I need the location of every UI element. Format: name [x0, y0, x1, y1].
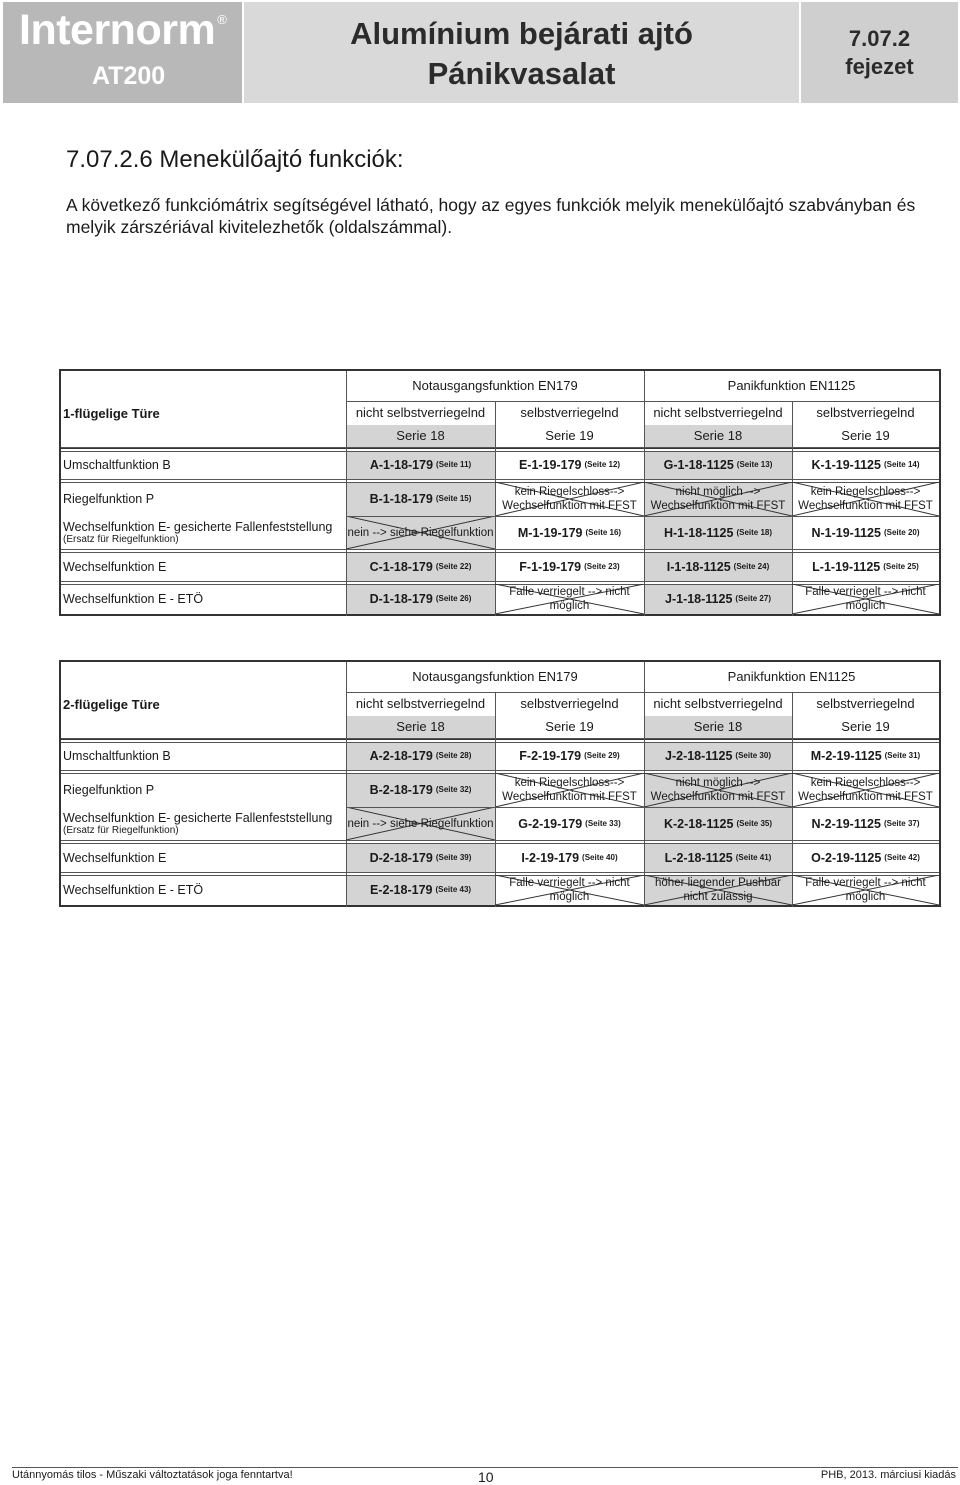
row-label: Wechselfunktion E- gesicherte Fallenfeststellung (Ersatz für Riegelfunktion) [63, 520, 333, 545]
row-rule [61, 447, 939, 448]
col-type-header: nicht selbstverriegelnd [653, 405, 783, 420]
page-ref: (Seite 18) [736, 527, 773, 537]
article-code-cell [495, 552, 644, 581]
not-available-note: höher liegender Pushbar nicht zulässig [655, 877, 781, 903]
article-code-cell [346, 843, 495, 872]
article-code: C-1-18-179 [369, 559, 433, 574]
col-type-header: selbstverriegelnd [520, 405, 619, 420]
article-code-cell [495, 451, 644, 479]
chapter-block [801, 2, 958, 103]
page-ref: (Seite 15) [435, 494, 472, 503]
not-available-cell [346, 516, 495, 549]
col-series-header: Serie 18 [396, 428, 445, 443]
article-code: O-2-19-1125 [811, 850, 882, 865]
not-available-note: kein Riegelschloss--> Wechselfunktion mit FFST [798, 486, 933, 512]
col-series-header: Serie 18 [693, 428, 743, 443]
not-available-cell [495, 773, 644, 807]
footer-copyright: Utánnyomás tilos - Műszaki változtatások joga fenntartva! [12, 1469, 293, 1481]
group-header-en179: Notausgangsfunktion EN179 [412, 669, 578, 684]
article-code: J-2-18-1125 [665, 749, 733, 763]
article-code-cell [346, 451, 495, 479]
article-code-cell [792, 552, 939, 581]
not-available-cell [792, 482, 939, 516]
page-ref: (Seite 22) [435, 561, 472, 571]
article-code: L-1-19-1125 [812, 559, 881, 574]
row-rule [61, 872, 939, 873]
row-rule [61, 738, 939, 739]
col-type-header: nicht selbstverriegelnd [355, 405, 486, 420]
article-code-cell [495, 516, 644, 549]
row-label: Wechselfunktion E [63, 850, 167, 865]
row-label: Umschaltfunktion B [63, 458, 171, 472]
page-ref: (Seite 28) [435, 751, 472, 760]
article-code: I-1-18-1125 [666, 559, 731, 574]
article-code: N-1-19-1125 [811, 525, 881, 540]
page-ref: (Seite 31) [884, 751, 921, 760]
article-code: H-1-18-1125 [663, 525, 734, 540]
article-code-cell [346, 552, 495, 581]
not-available-note: nicht möglich --> Wechselfunktion mit FFST [650, 777, 786, 803]
col-series-header: Serie 19 [841, 719, 890, 734]
page-ref: (Seite 14) [883, 460, 920, 469]
title-line-2: Pánikvasalat [427, 56, 616, 91]
row-rule [61, 840, 939, 841]
page-ref: (Seite 42) [884, 852, 920, 862]
article-code-cell [495, 807, 644, 840]
not-available-note: kein Riegelschloss--> Wechselfunktion mit FFST [502, 777, 637, 803]
article-code: M-1-19-179 [517, 525, 583, 540]
row-rule [61, 770, 939, 771]
intro-paragraph: A következő funkciómátrix segítségével látható, hogy az egyes funkciók melyik menekülőajtó szabványban és melyik zárszériával kivitelezhetők (oldalszámmal). [66, 195, 916, 237]
col-series-header: Serie 19 [545, 719, 594, 734]
col-series-header: Serie 19 [841, 428, 890, 443]
row-rule [61, 581, 939, 582]
chapter-word: fejezet [845, 54, 914, 79]
not-available-cell [346, 807, 495, 840]
row-rule [61, 479, 939, 480]
page-ref: (Seite 23) [584, 561, 620, 571]
page-ref: (Seite 43) [435, 885, 472, 894]
page-ref: (Seite 33) [585, 818, 621, 828]
row-rule [61, 549, 939, 550]
not-available-note: nein --> siehe Riegelfunktion [347, 817, 494, 830]
row-label: Umschaltfunktion B [63, 749, 171, 763]
article-code-cell [792, 742, 939, 770]
not-available-note: Falle verriegelt --> nicht möglich [805, 586, 926, 612]
row-label-note: (Ersatz für Riegelfunktion) [63, 825, 179, 836]
page-ref: (Seite 26) [435, 594, 472, 603]
brand-block [3, 2, 242, 103]
page-ref: (Seite 37) [883, 818, 920, 828]
page-ref: (Seite 30) [735, 751, 771, 760]
article-code-cell [644, 552, 792, 581]
article-code-cell [346, 773, 495, 807]
page-ref: (Seite 13) [736, 460, 773, 469]
not-available-note: Falle verriegelt --> nicht möglich [509, 586, 630, 612]
article-code: A-1-18-179 [369, 458, 434, 472]
not-available-note: kein Riegelschloss--> Wechselfunktion mit FFST [798, 777, 933, 803]
col-series-header: Serie 19 [545, 428, 594, 443]
group-header-en1125: Panikfunktion EN1125 [727, 378, 856, 393]
article-code-cell [792, 807, 939, 840]
article-code: E-1-19-179 [518, 458, 582, 472]
model-name: AT200 [92, 62, 166, 90]
page-number: 10 [478, 1469, 494, 1485]
page-ref: (Seite 16) [585, 527, 622, 537]
chapter-number: 7.07.2 [848, 26, 911, 51]
not-available-cell [495, 875, 644, 905]
page-ref: (Seite 41) [735, 852, 772, 862]
function-matrix-1-leaf [59, 369, 941, 616]
article-code-cell [644, 807, 792, 840]
article-code: M-2-19-1125 [810, 749, 882, 763]
document-title [244, 2, 799, 103]
article-code-cell [644, 516, 792, 549]
not-available-note: nein --> siehe Riegelfunktion [347, 526, 494, 539]
row-rule [346, 516, 939, 517]
page-ref: (Seite 39) [435, 852, 472, 862]
footer-edition: PHB, 2013. márciusi kiadás [820, 1469, 956, 1481]
row-label: Wechselfunktion E- gesicherte Fallenfeststellung (Ersatz für Riegelfunktion) [63, 811, 333, 836]
page-ref: (Seite 29) [584, 751, 620, 760]
col-type-header: selbstverriegelnd [816, 405, 915, 420]
not-available-cell [792, 773, 939, 807]
door-type-label: 1-flügelige Türe [63, 405, 160, 421]
article-code: L-2-18-1125 [664, 850, 733, 865]
page-ref: (Seite 24) [733, 561, 770, 571]
door-type-label: 2-flügelige Türe [63, 696, 160, 712]
row-label: Riegelfunktion P [63, 783, 155, 797]
col-type-header: nicht selbstverriegelnd [355, 696, 486, 711]
not-available-note: kein Riegelschloss--> Wechselfunktion mit FFST [502, 486, 637, 512]
page-ref: (Seite 27) [735, 594, 771, 603]
row-rule [346, 807, 939, 808]
article-code: A-2-18-179 [369, 749, 433, 763]
col-type-header: selbstverriegelnd [816, 696, 915, 711]
not-available-cell [792, 875, 939, 905]
row-label: Riegelfunktion P [63, 492, 155, 506]
page-ref: (Seite 40) [582, 852, 618, 862]
article-code-cell [495, 742, 644, 770]
article-code-cell [495, 843, 644, 872]
not-available-note: Falle verriegelt --> nicht möglich [509, 877, 630, 903]
row-label: Wechselfunktion E - ETÖ [63, 592, 204, 606]
article-code-cell [644, 843, 792, 872]
article-code-cell [792, 843, 939, 872]
row-label: Wechselfunktion E [63, 559, 167, 574]
article-code-cell [644, 584, 792, 614]
col-type-header: selbstverriegelnd [520, 696, 619, 711]
article-code-cell [644, 451, 792, 479]
article-code: F-2-19-179 [519, 749, 582, 763]
not-available-cell [495, 482, 644, 516]
article-code: B-1-18-179 [369, 492, 433, 506]
not-available-cell [644, 773, 792, 807]
page-ref: (Seite 35) [736, 818, 773, 828]
article-code: K-1-19-1125 [811, 458, 881, 472]
brand-logo: Internorm ® [19, 6, 227, 54]
not-available-note: nicht möglich --> Wechselfunktion mit FFST [650, 486, 786, 512]
function-matrix-2-leaf [59, 660, 941, 907]
group-header-en179: Notausgangsfunktion EN179 [412, 378, 578, 393]
article-code: I-2-19-179 [521, 850, 580, 865]
not-available-note: Falle verriegelt --> nicht möglich [805, 877, 926, 903]
not-available-cell [792, 584, 939, 614]
page-ref: (Seite 20) [883, 527, 920, 537]
page-ref: (Seite 11) [436, 460, 472, 469]
col-series-header: Serie 18 [396, 719, 445, 734]
article-code-cell [792, 451, 939, 479]
group-header-en1125: Panikfunktion EN1125 [727, 669, 856, 684]
page-ref: (Seite 32) [435, 785, 472, 794]
article-code: D-1-18-179 [369, 592, 433, 606]
article-code: N-2-19-1125 [811, 816, 881, 831]
article-code-cell [792, 516, 939, 549]
article-code: B-2-18-179 [369, 783, 433, 797]
row-label-note: (Ersatz für Riegelfunktion) [63, 534, 179, 545]
page-ref: (Seite 25) [883, 561, 919, 571]
article-code-cell [346, 584, 495, 614]
article-code-cell [346, 482, 495, 516]
article-code: J-1-18-1125 [665, 592, 733, 606]
article-code: F-1-19-179 [519, 559, 582, 574]
footer-rule [12, 1467, 958, 1468]
article-code-cell [346, 742, 495, 770]
article-code: E-2-18-179 [369, 883, 433, 897]
article-code: D-2-18-179 [369, 850, 433, 865]
not-available-cell [644, 482, 792, 516]
row-label: Wechselfunktion E - ETÖ [63, 883, 204, 897]
col-series-header: Serie 18 [693, 719, 743, 734]
title-line-1: Alumínium bejárati ajtó [350, 16, 693, 51]
article-code-cell [346, 875, 495, 905]
article-code: K-2-18-1125 [663, 816, 734, 831]
col-type-header: nicht selbstverriegelnd [653, 696, 783, 711]
article-code: G-1-18-1125 [663, 458, 734, 472]
not-available-cell [644, 875, 792, 905]
page-ref: (Seite 12) [584, 460, 621, 469]
article-code: G-2-19-179 [518, 816, 583, 831]
not-available-cell [495, 584, 644, 614]
section-title: 7.07.2.6 Menekülőajtó funkciók: [66, 146, 404, 173]
page-header [3, 2, 958, 103]
article-code-cell [644, 742, 792, 770]
